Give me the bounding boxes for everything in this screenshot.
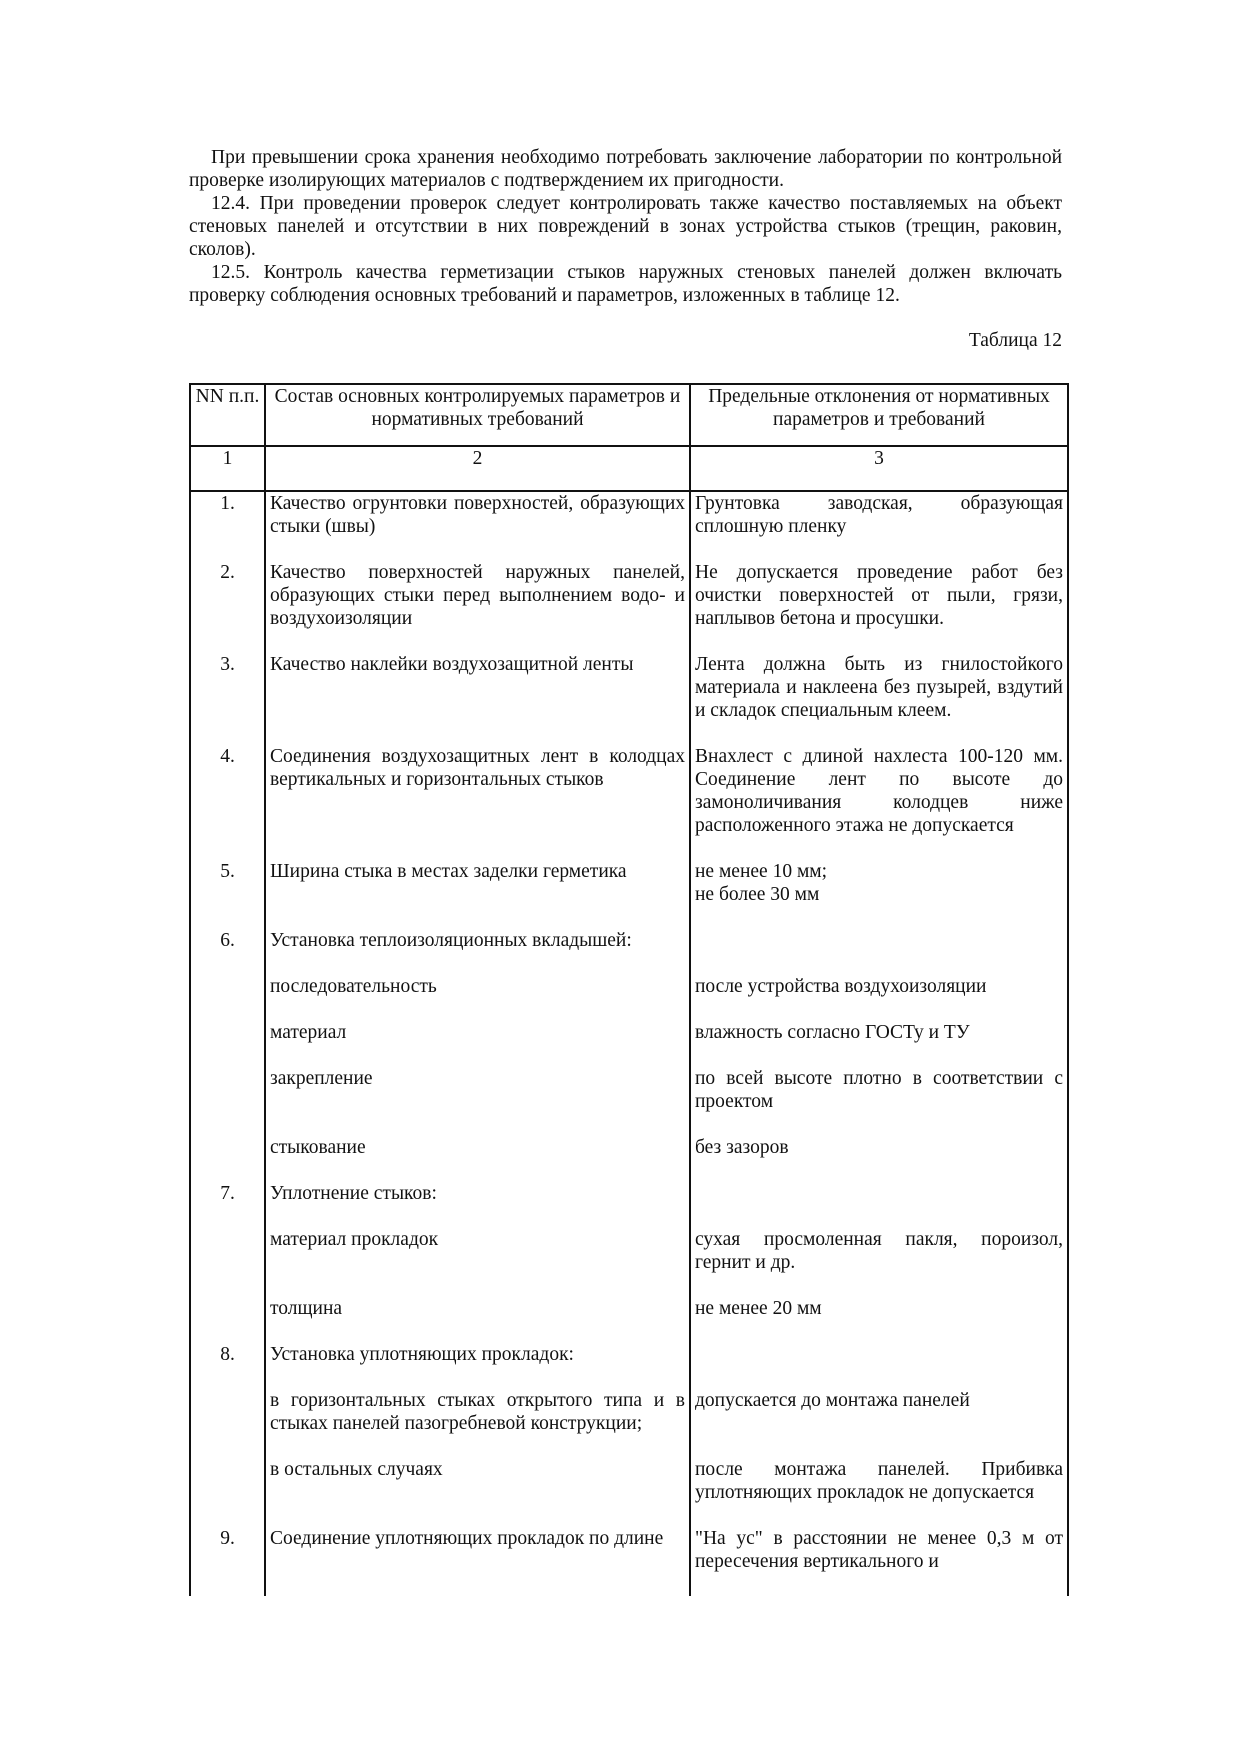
row-requirement [690, 929, 1068, 975]
paragraph: 12.4. При проведении проверок следует контролировать также качество поставляемых на объект стеновых панелей и отсутствии в них повреждений в зонах устройства стыков (трещин, раковин, сколов). [189, 193, 1062, 260]
row-requirement: Внахлест с длиной нахлеста 100-120 мм. Соединение лент по высоте до замоноличивания колодцев ниже расположенного этажа не допускается [690, 745, 1068, 860]
row-number [190, 1228, 265, 1297]
row-number [190, 1458, 265, 1527]
row-requirement: "На ус" в расстоянии не менее 0,3 м от пересечения вертикального и [690, 1527, 1068, 1596]
row-requirement: Лента должна быть из гнилостойкого материала и наклеена без пузырей, вздутий и складок специальным клеем. [690, 653, 1068, 745]
row-parameter: стыкование [265, 1136, 690, 1182]
table-row [190, 561, 1068, 653]
row-parameter: толщина [265, 1297, 690, 1343]
header-cell-number: NN п.п. [190, 384, 265, 446]
document-body [189, 146, 1062, 352]
table-row [190, 745, 1068, 860]
row-number [190, 1136, 265, 1182]
requirement-line: не более 30 мм [695, 884, 820, 905]
row-parameter: последовательность [265, 975, 690, 1021]
row-number: 4. [190, 745, 265, 860]
requirements-table [189, 383, 1069, 1596]
row-requirement: не менее 20 мм [690, 1297, 1068, 1343]
row-parameter: Установка уплотняющих прокладок: [265, 1343, 690, 1389]
row-requirement: Не допускается проведение работ без очистки поверхностей от пыли, грязи, наплывов бетона и просушки. [690, 561, 1068, 653]
row-requirement: после устройства воздухоизоляции [690, 975, 1068, 1021]
column-number: 2 [265, 446, 690, 491]
row-requirement: влажность согласно ГОСТу и ТУ [690, 1021, 1068, 1067]
requirement-line: не менее 10 мм; [695, 861, 828, 882]
row-number: 5. [190, 860, 265, 929]
row-number [190, 1297, 265, 1343]
table-caption: Таблица 12 [968, 330, 1062, 351]
table-row [190, 491, 1068, 561]
row-parameter: закрепление [265, 1067, 690, 1136]
table-row [190, 929, 1068, 975]
row-number: 9. [190, 1527, 265, 1596]
row-number: 7. [190, 1182, 265, 1228]
table-row [190, 860, 1068, 929]
table-body [190, 491, 1068, 1596]
row-parameter: Соединения воздухозащитных лент в колодцах вертикальных и горизонтальных стыков [265, 745, 690, 860]
header-cell-parameters: Состав основных контролируемых параметров и нормативных требований [265, 384, 690, 446]
header-cell-deviations: Предельные отклонения от нормативных параметров и требований [690, 384, 1068, 446]
row-number [190, 1389, 265, 1458]
table-row [190, 1228, 1068, 1297]
column-number: 1 [190, 446, 265, 491]
row-parameter: Уплотнение стыков: [265, 1182, 690, 1228]
row-parameter: Ширина стыка в местах заделки герметика [265, 860, 690, 929]
table-row [190, 1389, 1068, 1458]
table-row [190, 1343, 1068, 1389]
row-number: 8. [190, 1343, 265, 1389]
row-requirement: после монтажа панелей. Прибивка уплотняющих прокладок не допускается [690, 1458, 1068, 1527]
row-parameter: в остальных случаях [265, 1458, 690, 1527]
row-parameter: материал прокладок [265, 1228, 690, 1297]
row-requirement: по всей высоте плотно в соответствии с проектом [690, 1067, 1068, 1136]
row-requirement [690, 1343, 1068, 1389]
row-requirement: без зазоров [690, 1136, 1068, 1182]
row-number: 1. [190, 491, 265, 561]
table-row [190, 975, 1068, 1021]
table-row [190, 1182, 1068, 1228]
row-parameter: Качество наклейки воздухозащитной ленты [265, 653, 690, 745]
row-requirement [690, 860, 1068, 929]
row-number [190, 1021, 265, 1067]
paragraph: При превышении срока хранения необходимо потребовать заключение лаборатории по контрольной проверке изолирующих материалов с подтверждением их пригодности. [189, 147, 1062, 191]
table-row [190, 1067, 1068, 1136]
paragraph: 12.5. Контроль качества герметизации стыков наружных стеновых панелей должен включать проверку соблюдения основных требований и параметров, изложенных в таблице 12. [189, 262, 1062, 306]
table-row [190, 1136, 1068, 1182]
row-number [190, 1067, 265, 1136]
table-row [190, 1527, 1068, 1596]
column-number-row [190, 446, 1068, 491]
column-number: 3 [690, 446, 1068, 491]
row-number [190, 975, 265, 1021]
table-row [190, 1297, 1068, 1343]
row-parameter: материал [265, 1021, 690, 1067]
table-row [190, 653, 1068, 745]
table-row [190, 1021, 1068, 1067]
row-parameter: в горизонтальных стыках открытого типа и в стыках панелей пазогребневой конструкции; [265, 1389, 690, 1458]
table-header-row [190, 384, 1068, 446]
row-requirement: сухая просмоленная пакля, пороизол, гернит и др. [690, 1228, 1068, 1297]
row-requirement: Грунтовка заводская, образующая сплошную пленку [690, 491, 1068, 561]
row-requirement [690, 1182, 1068, 1228]
row-requirement: допускается до монтажа панелей [690, 1389, 1068, 1458]
row-number: 2. [190, 561, 265, 653]
row-parameter: Качество огрунтовки поверхностей, образующих стыки (швы) [265, 491, 690, 561]
row-parameter: Установка теплоизоляционных вкладышей: [265, 929, 690, 975]
table-row [190, 1458, 1068, 1527]
row-number: 3. [190, 653, 265, 745]
row-number: 6. [190, 929, 265, 975]
row-parameter: Качество поверхностей наружных панелей, образующих стыки перед выполнением водо- и воздухоизоляции [265, 561, 690, 653]
row-parameter: Соединение уплотняющих прокладок по длине [265, 1527, 690, 1596]
